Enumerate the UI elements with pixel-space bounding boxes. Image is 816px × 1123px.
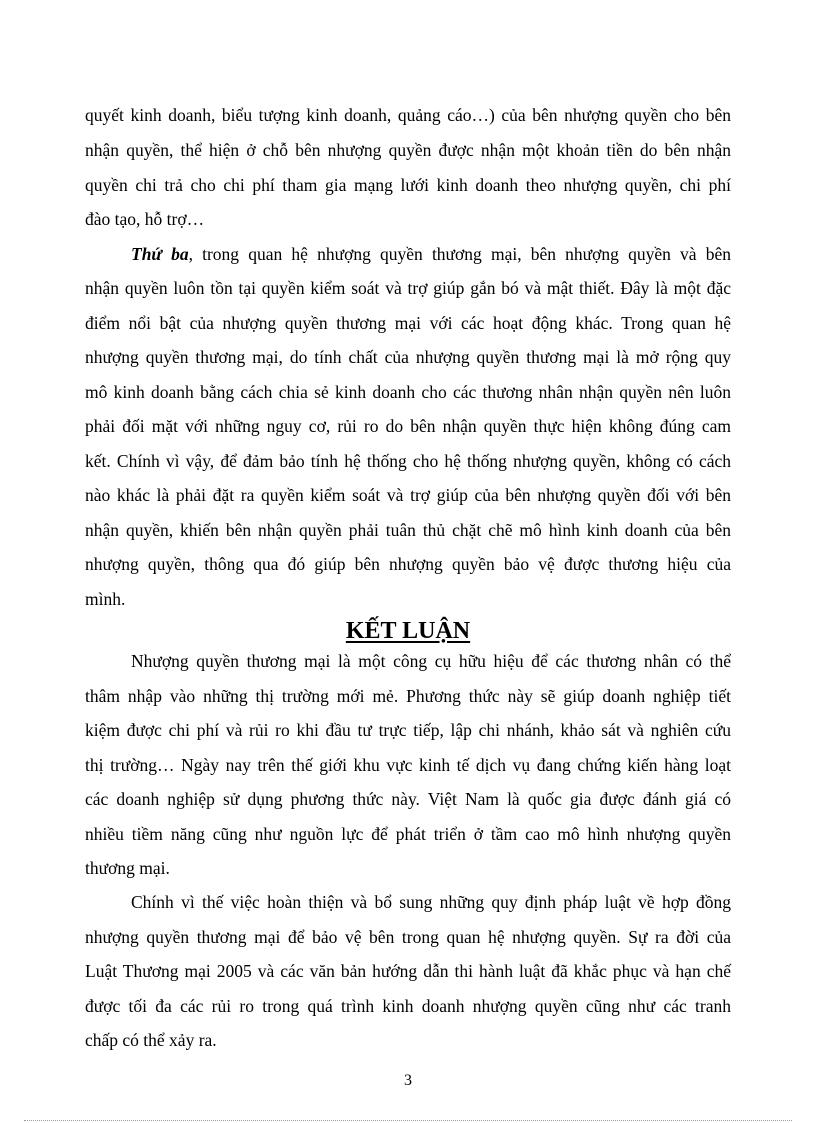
page-number: 3 — [404, 1072, 412, 1089]
paragraph-2-line-1-rest: , trong quan hệ nhượng quyền thương mại, bên nhượng quyền và bên — [188, 244, 731, 264]
paragraph-4-line-5: chấp có thể xảy ra. — [85, 1030, 217, 1050]
paragraph-3-line-2: thâm nhập vào những thị trường mới mẻ. Phương thức này sẽ giúp doanh nghiệp tiết — [85, 686, 731, 706]
paragraph-3-line-4: thị trường… Ngày nay trên thế giới khu vực kinh tế dịch vụ đang chứng kiến hàng loạt — [85, 755, 731, 775]
paragraph-2-line-11: mình. — [85, 589, 126, 609]
paragraph-1-line-4: đào tạo, hỗ trợ… — [85, 209, 205, 229]
footer-divider — [24, 1120, 792, 1121]
conclusion-heading — [0, 616, 816, 646]
paragraph-3-line-6: nhiều tiềm năng cũng như nguồn lực để phát triển ở tầm cao mô hình nhượng quyền — [85, 824, 731, 844]
paragraph-1-line-2: nhận quyền, thể hiện ở chỗ bên nhượng quyền được nhận một khoản tiền do bên nhận — [85, 140, 731, 160]
paragraph-3-line-1: Nhượng quyền thương mại là một công cụ hữu hiệu để các thương nhân có thể — [131, 651, 731, 671]
paragraph-4-line-1: Chính vì thế việc hoàn thiện và bổ sung những quy định pháp luật về hợp đồng — [131, 892, 731, 912]
paragraph-2-line-5: mô kinh doanh bằng cách chia sẻ kinh doanh cho các thương nhân nhận quyền nên luôn — [85, 382, 731, 402]
paragraph-3-line-5: các doanh nghiệp sử dụng phương thức này. Việt Nam là quốc gia được đánh giá có — [85, 789, 731, 809]
paragraph-4-line-3: Luật Thương mại 2005 và các văn bản hướng dẫn thi hành luật đã khắc phục và hạn chế — [85, 961, 731, 981]
conclusion-heading-text: KẾT LUẬN — [345, 618, 471, 644]
paragraph-2-line-6: phải đối mặt với những nguy cơ, rủi ro do bên nhận quyền thực hiện không đúng cam — [85, 416, 731, 436]
paragraph-2-line-9: nhận quyền, khiến bên nhận quyền phải tuân thủ chặt chẽ mô hình kinh doanh của bên — [85, 520, 731, 540]
paragraph-2-line-7: kết. Chính vì vậy, để đảm bảo tính hệ thống cho hệ thống nhượng quyền, không có cách — [85, 451, 731, 471]
paragraph-2-line-3: điểm nổi bật của nhượng quyền thương mại với các hoạt động khác. Trong quan hệ — [85, 313, 731, 333]
paragraph-2-line-8: nào khác là phải đặt ra quyền kiểm soát và trợ giúp của bên nhượng quyền đối với bên — [85, 485, 731, 505]
paragraph-2-line-2: nhận quyền luôn tồn tại quyền kiểm soát và trợ giúp gắn bó và mật thiết. Đây là một đặc — [85, 278, 731, 298]
paragraph-3-line-7: thương mại. — [85, 858, 170, 878]
paragraph-2-line-1 — [131, 243, 731, 265]
paragraph-2-lead: Thứ ba — [131, 244, 189, 264]
paragraph-1-line-1: quyết kinh doanh, biểu tượng kinh doanh, quảng cáo…) của bên nhượng quyền cho bên — [85, 105, 731, 125]
paragraph-4-line-2: nhượng quyền thương mại để bảo vệ bên trong quan hệ nhượng quyền. Sự ra đời của — [85, 927, 731, 947]
paragraph-4-line-4: được tối đa các rủi ro trong quá trình kinh doanh nhượng quyền cũng như các tranh — [85, 996, 731, 1016]
paragraph-1-line-3: quyền chi trả cho chi phí tham gia mạng lưới kinh doanh theo nhượng quyền, chi phí — [85, 175, 731, 195]
paragraph-2-line-4: nhượng quyền thương mại, do tính chất của nhượng quyền thương mại là mở rộng quy — [85, 347, 731, 367]
paragraph-2-line-10: nhượng quyền, thông qua đó giúp bên nhượng quyền bảo vệ được thương hiệu của — [85, 554, 731, 574]
paragraph-3-line-3: kiệm được chi phí và rủi ro khi đầu tư trực tiếp, lập chi nhánh, khảo sát và nghiên cứu — [85, 720, 731, 740]
